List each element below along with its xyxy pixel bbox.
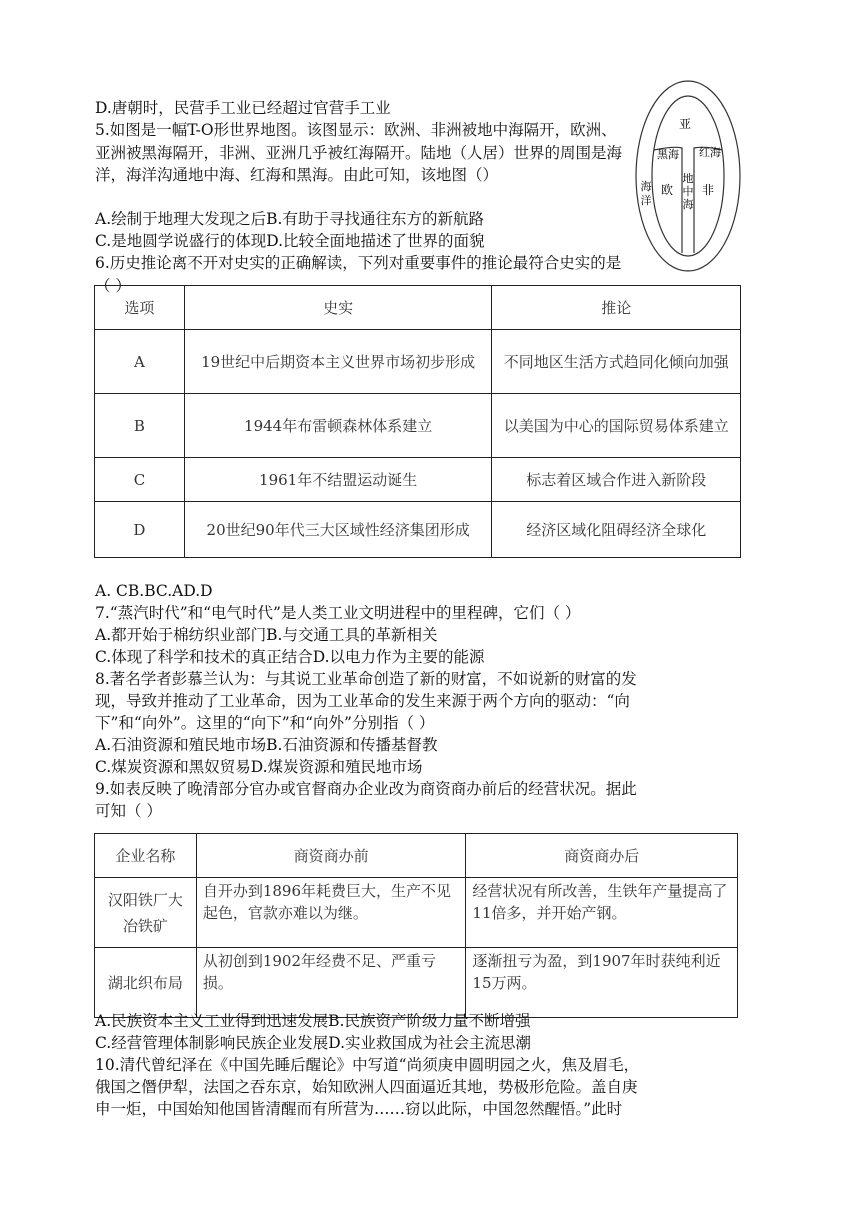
q5-options-cd: C.是地圆学说盛行的体现D.比较全面地描述了世界的面貌 [95, 232, 485, 250]
table-cell: C [95, 458, 185, 502]
q5-options-ab: A.绘制于地理大发现之后B.有助于寻找通往东方的新航路 [95, 210, 484, 228]
q10-stem-3: 申一炬，中国始知他国皆清醒而有所营为……窃以此际，中国忽然醒悟。”此时 [95, 1100, 623, 1118]
q6-header-option: 选项 [95, 286, 185, 330]
map-label-med-3: 海 [682, 198, 694, 211]
q10-stem-1: 10.清代曾纪泽在《中国先睡后醒论》中写道“尚须庚申圆明园之火，焦及眉毛， [95, 1056, 640, 1074]
map-label-asia: 亚 [678, 117, 692, 131]
q8-stem-3: 下”和“向外”。这里的“向下”和“向外”分别指（ ） [95, 714, 435, 732]
map-label-europe: 欧 [660, 183, 674, 197]
table-cell: D [95, 502, 185, 558]
table-cell: 经营状况有所改善，生铁年产量提高了11倍多，并开始产钢。 [466, 878, 738, 948]
q7-stem: 7.“蒸汽时代”和“电气时代”是人类工业文明进程中的里程碑，它们（ ） [95, 604, 581, 622]
table-cell: 以美国为中心的国际贸易体系建立 [492, 394, 741, 458]
q7-options-ab: A.都开始于棉纺织业部门B.与交通工具的革新相关 [95, 626, 438, 644]
table-cell: 自开办到1896年耗费巨大，生产不见起色，官款亦难以为继。 [196, 878, 466, 948]
q6-table [94, 285, 741, 558]
map-label-med-1: 地 [682, 172, 694, 185]
q9-options-ab: A.民族资本主义工业得到迅速发展B.民族资产阶级力量不断增强 [95, 1012, 531, 1030]
table-cell: 湖北织布局 [95, 948, 197, 1018]
q9-stem-2: 可知（ ） [95, 802, 162, 820]
table-cell: 20世纪90年代三大区域性经济集团形成 [184, 502, 492, 558]
q9-header-before: 商资商办前 [196, 834, 466, 878]
map-label-med-2: 中 [682, 185, 694, 198]
q8-options-ab: A.石油资源和殖民地市场B.石油资源和传播基督教 [95, 736, 438, 754]
map-label-africa: 非 [701, 183, 715, 197]
table-cell: 不同地区生活方式趋同化倾向加强 [492, 330, 741, 394]
table-cell: B [95, 394, 185, 458]
map-label-black-sea: 黑海 [657, 148, 679, 161]
q9-options-cd: C.经营管理体制影响民族企业发展D.实业救国成为社会主流思潮 [95, 1034, 532, 1052]
q6-header-inference: 推论 [492, 286, 741, 330]
q6-options: A. CB.BC.AD.D [95, 582, 213, 600]
q6-header-fact: 史实 [184, 286, 492, 330]
table-cell: 1944年布雷顿森林体系建立 [184, 394, 492, 458]
map-label-red-sea: 红海 [699, 146, 721, 159]
q4-option-d: D.唐朝时，民营手工业已经超过官营手工业 [95, 99, 391, 117]
q9-header-after: 商资商办后 [466, 834, 738, 878]
q5-stem: 5.如图是一幅T-O形世界地图。该图显示：欧洲、非洲被地中海隔开，欧洲、亚洲被黑海隔开，非洲、亚洲几乎被红海隔开。陆地（人居）世界的周围是海洋，海洋沟通地中海、红海和黑海。由此可知，该地图（） [95, 121, 623, 184]
map-label-ocean-2: 洋 [640, 194, 652, 207]
q10-stem-2: 俄国之僭伊犁，法国之吞东京，始知欧洲人四面逼近其地，势极形危险。盖自庚 [95, 1078, 638, 1096]
q9-header-company: 企业名称 [95, 834, 197, 878]
map-label-ocean-1: 海 [640, 180, 652, 193]
q9-table [94, 833, 738, 1018]
q8-stem-2: 现，导致并推动了工业革命，因为工业革命的发生来源于两个方向的驱动：“向 [95, 692, 630, 710]
t-o-world-map [634, 78, 742, 274]
q8-stem-1: 8.著名学者彭慕兰认为：与其说工业革命创造了新的财富，不如说新的财富的发 [95, 670, 637, 688]
q9-stem-1: 9.如表反映了晚清部分官办或官督商办企业改为商资商办前后的经营状况。据此 [95, 780, 637, 798]
table-cell: 1961年不结盟运动诞生 [184, 458, 492, 502]
table-cell: 汉阳铁厂大冶铁矿 [95, 878, 197, 948]
table-cell: 从初创到1902年经费不足、严重亏损。 [196, 948, 466, 1018]
q7-options-cd: C.体现了科学和技术的真正结合D.以电力作为主要的能源 [95, 648, 485, 666]
table-cell: 逐渐扭亏为盈，到1907年时获纯利近15万两。 [466, 948, 738, 1018]
table-cell: A [95, 330, 185, 394]
table-cell: 经济区域化阻碍经济全球化 [492, 502, 741, 558]
table-cell: 标志着区域合作进入新阶段 [492, 458, 741, 502]
q8-options-cd: C.煤炭资源和黑奴贸易D.煤炭资源和殖民地市场 [95, 758, 423, 776]
table-cell: 19世纪中后期资本主义世界市场初步形成 [184, 330, 492, 394]
q6-stem: 6.历史推论离不开对史实的正确解读，下列对重要事件的推论最符合史实的是（ ） [95, 254, 622, 295]
